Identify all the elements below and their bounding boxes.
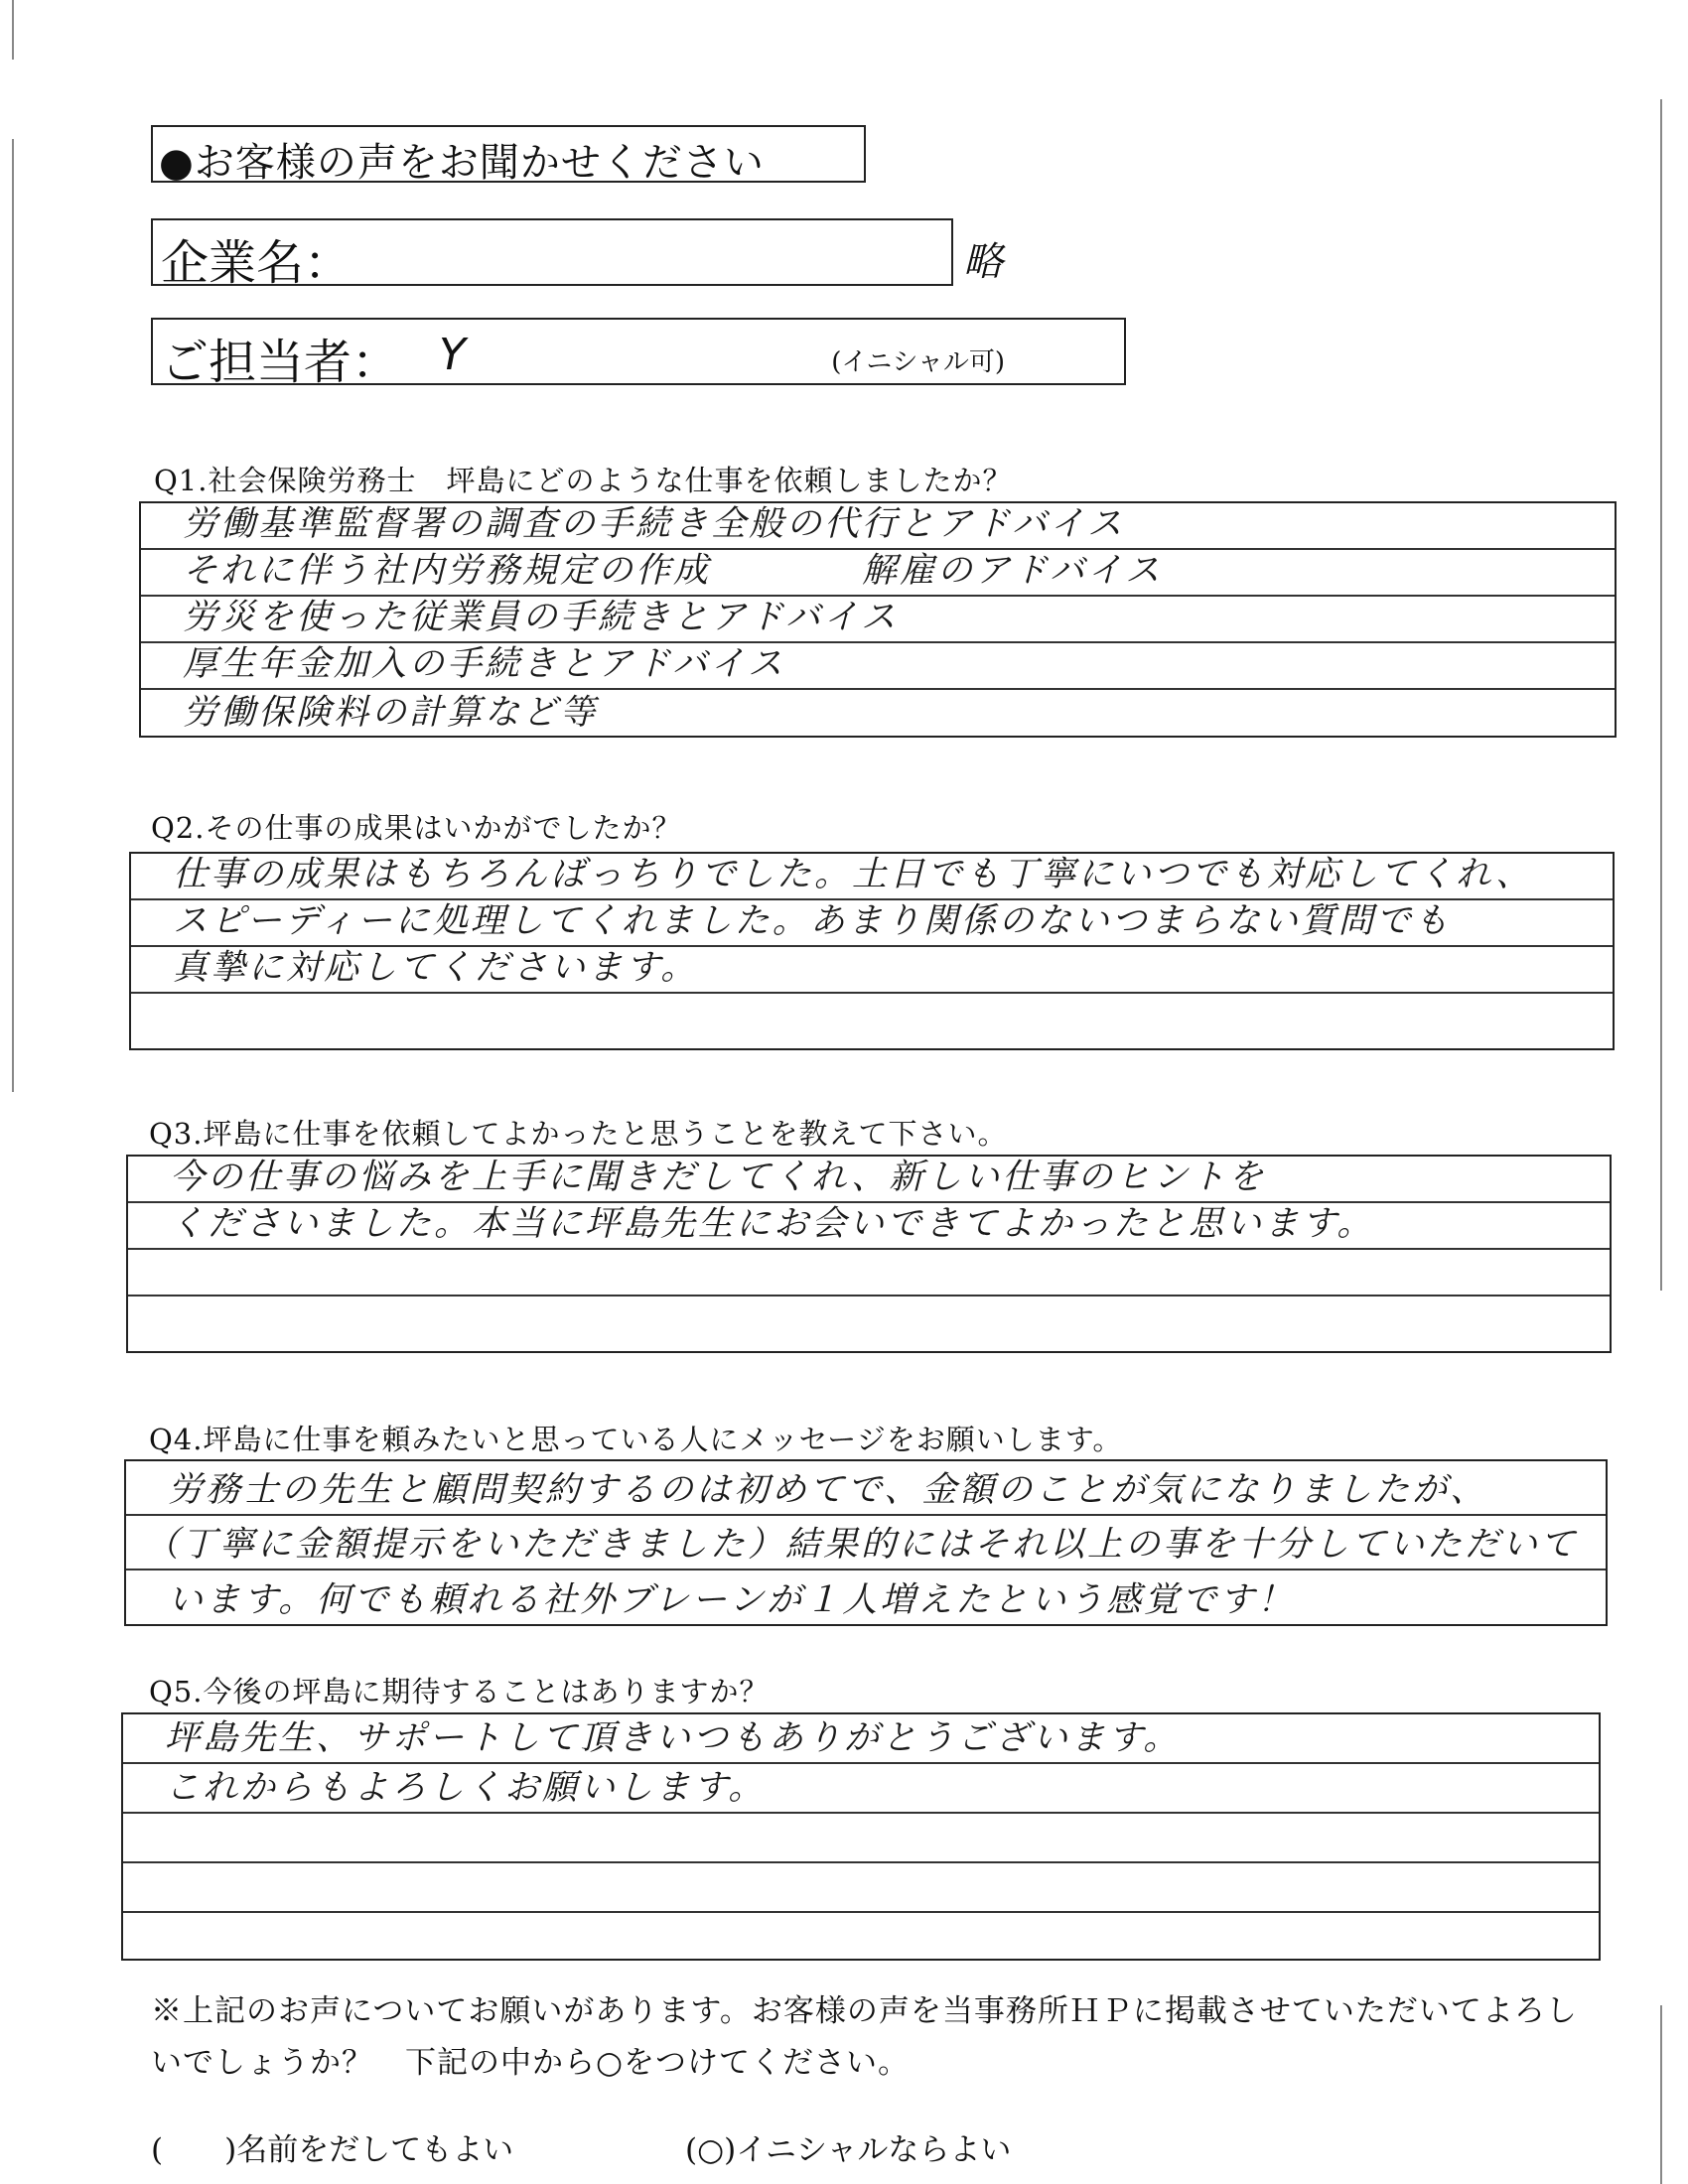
answer-text: （丁寧に金額提示をいただきました）結果的にはそれ以上の事を十分していただいて: [144, 1525, 1579, 1565]
answer-line: [123, 1913, 1599, 1959]
answer-text: スピーディーに処理してくれました。あまり関係のないつまらない質問でも: [173, 901, 1452, 941]
answer-line: [141, 690, 1615, 737]
answer-text: 坪島先生、サポートして頂きいつもありがとうございます。: [165, 1718, 1182, 1758]
answer-box-q5: [121, 1712, 1601, 1961]
title-box: [151, 125, 866, 186]
question-label: Q3.坪島に仕事を依頼してよかったと思うことを教えて下さい。: [149, 1117, 1008, 1151]
contact-field: [151, 318, 1126, 390]
answer-line: [126, 1461, 1606, 1516]
option-initial-ok[interactable]: (○)イニシャルならよい: [685, 2132, 1012, 2168]
question-label: Q2.その仕事の成果はいかがでしたか？: [151, 811, 682, 845]
footer-note: ※上記のお声についてお願いがあります。お客様の声を当事務所ＨＰに掲載させていただいてよろしいでしょうか？ 下記の中から○をつけてください。: [151, 1993, 1578, 2081]
answer-line: [123, 1863, 1599, 1913]
answer-text: 今の仕事の悩みを上手に聞きだしてくれ、新しい仕事のヒントを: [170, 1158, 1267, 1197]
answer-text: います。何でも頼れる社外ブレーンが１人増えたという感覚です！: [168, 1580, 1296, 1620]
page-title: ●お客様の声をお聞かせください: [159, 140, 765, 186]
answer-line: [123, 1814, 1599, 1863]
option-name-ok[interactable]: ( )名前をだしてもよい: [151, 2132, 514, 2168]
answer-text: 真摯に対応してくださいます。: [173, 948, 699, 988]
answer-box-q4: [124, 1459, 1608, 1626]
scan-margin-line: [12, 0, 14, 60]
company-field: [151, 218, 953, 291]
contact-value: Y: [439, 330, 466, 380]
contact-label: ご担当者：: [161, 335, 400, 390]
answer-box-q1: [139, 501, 1617, 738]
answer-text: 労務士の先生と顧問契約するのは初めてで、金額のことが気になりましたが、: [168, 1470, 1488, 1510]
answer-text: 厚生年金加入の手続きとアドバイス: [183, 644, 785, 684]
answer-line: [131, 947, 1613, 994]
question-label: Q5.今後の坪島に期待することはありますか？: [149, 1675, 770, 1708]
scan-margin-line: [1660, 2005, 1662, 2184]
answer-text: これからもよろしくお願いします。: [165, 1768, 767, 1808]
answer-text: 仕事の成果はもちろんばっちりでした。土日でも丁寧にいつでも対応してくれ、: [173, 855, 1534, 894]
answer-line: [128, 1297, 1610, 1343]
question-label: Q1.社会保険労務士 坪島にどのような仕事を依頼しましたか？: [154, 464, 1013, 497]
scan-margin-line: [12, 139, 14, 1092]
answer-text: 労災を使った従業員の手続きとアドバイス: [183, 598, 899, 637]
question-label: Q4.坪島に仕事を頼みたいと思っている人にメッセージをお願いします。: [149, 1423, 1123, 1456]
answer-line: [128, 1250, 1610, 1297]
answer-line: [123, 1764, 1599, 1814]
answer-box-q2: [129, 852, 1615, 1050]
answer-text: 労働基準監督署の調査の手続き全般の代行とアドバイス: [183, 504, 1125, 544]
answer-line: [126, 1516, 1606, 1570]
answer-line: [126, 1570, 1606, 1624]
answer-line: [131, 994, 1613, 1040]
answer-line: [128, 1203, 1610, 1250]
company-note: 略: [963, 239, 1003, 285]
scan-margin-line: [1660, 99, 1662, 1291]
answer-text: それに伴う社内労務規定の作成 解雇のアドバイス: [183, 551, 1163, 591]
answer-box-q3: [126, 1155, 1612, 1353]
answer-line: [123, 1714, 1599, 1764]
answer-text: 労働保険料の計算など等: [183, 693, 599, 733]
answer-text: くださいました。本当に坪島先生にお会いできてよかったと思います。: [170, 1204, 1375, 1244]
company-label: 企業名：: [161, 235, 352, 291]
contact-hint: (イニシャル可): [831, 347, 1005, 377]
answer-line: [141, 643, 1615, 690]
